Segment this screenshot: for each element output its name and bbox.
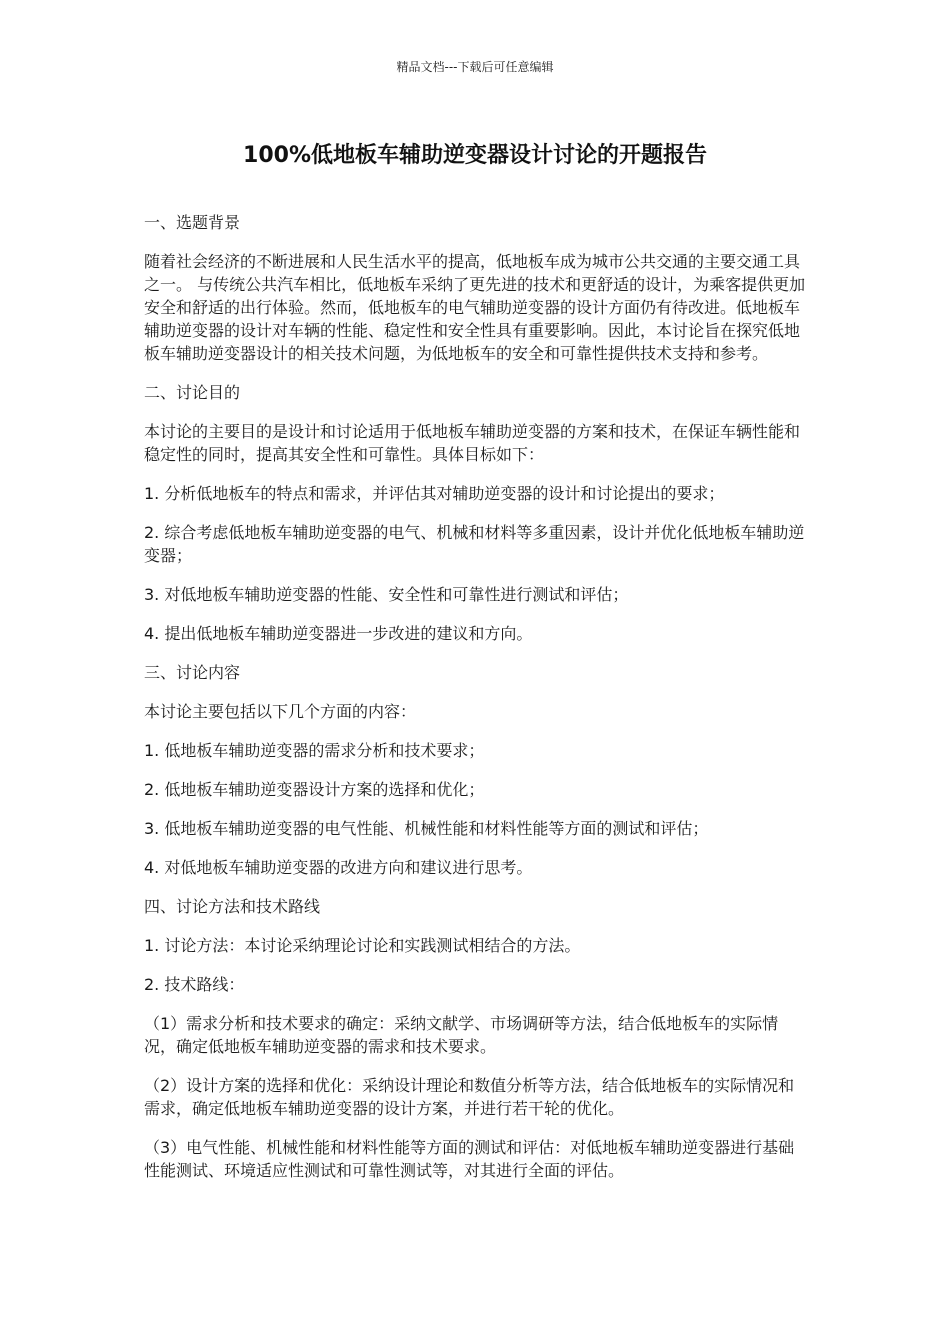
list-item: 2. 低地板车辅助逆变器设计方案的选择和优化；	[144, 780, 485, 799]
paragraph-purpose-intro: 本讨论的主要目的是设计和讨论适用于低地板车辅助逆变器的方案和技术，在保证车辆性能和稳定性的同时，提高其安全性和可靠性。具体目标如下：	[144, 422, 801, 464]
list-item: 1. 分析低地板车的特点和需求，并评估其对辅助逆变器的设计和讨论提出的要求；	[144, 484, 725, 503]
list-item: 1. 讨论方法：本讨论采纳理论讨论和实践测试相结合的方法。	[144, 936, 581, 955]
sub-list-item: （3）电气性能、机械性能和材料性能等方面的测试和评估：对低地板车辅助逆变器进行基础性能测试、环境适应性测试和可靠性测试等，对其进行全面的评估。	[144, 1138, 795, 1180]
sub-list-item: （1）需求分析和技术要求的确定：采纳文献学、市场调研等方法，结合低地板车的实际情况，确定低地板车辅助逆变器的需求和技术要求。	[144, 1014, 779, 1056]
paragraph-content-intro: 本讨论主要包括以下几个方面的内容：	[144, 702, 417, 721]
document-body	[144, 211, 808, 1198]
list-item: 2. 综合考虑低地板车辅助逆变器的电气、机械和材料等多重因素，设计并优化低地板车辅助逆变器；	[144, 523, 805, 565]
list-item: 3. 对低地板车辅助逆变器的性能、安全性和可靠性进行测试和评估；	[144, 585, 629, 604]
section-heading-methods: 四、讨论方法和技术路线	[144, 897, 321, 916]
page-header: 精品文档---下载后可任意编辑	[396, 60, 554, 74]
list-item: 4. 对低地板车辅助逆变器的改进方向和建议进行思考。	[144, 858, 533, 877]
list-item: 1. 低地板车辅助逆变器的需求分析和技术要求；	[144, 741, 485, 760]
section-heading-content: 三、讨论内容	[144, 663, 241, 682]
document-title: 100%低地板车辅助逆变器设计讨论的开题报告	[243, 143, 707, 168]
paragraph-background: 随着社会经济的不断进展和人民生活水平的提高，低地板车成为城市公共交通的主要交通工具之一。 与传统公共汽车相比，低地板车采纳了更先进的技术和更舒适的设计，为乘客提供更加安全和舒适的出行体验。然而，低地板车的电气辅助逆变器的设计方面仍有待改进。低地板车辅助逆变器的设计对车辆的性能、稳定性和安全性具有重要影响。因此，本讨论旨在探究低地板车辅助逆变器设计的相关技术问题，为低地板车的安全和可靠性提供技术支持和参考。	[144, 252, 806, 363]
list-item: 3. 低地板车辅助逆变器的电气性能、机械性能和材料性能等方面的测试和评估；	[144, 819, 709, 838]
section-heading-purpose: 二、讨论目的	[144, 383, 241, 402]
sub-list-item: （2）设计方案的选择和优化：采纳设计理论和数值分析等方法，结合低地板车的实际情况和需求，确定低地板车辅助逆变器的设计方案，并进行若干轮的优化。	[144, 1076, 795, 1118]
section-heading-background: 一、选题背景	[144, 213, 241, 232]
list-item: 4. 提出低地板车辅助逆变器进一步改进的建议和方向。	[144, 624, 533, 643]
list-item: 2. 技术路线：	[144, 975, 245, 994]
